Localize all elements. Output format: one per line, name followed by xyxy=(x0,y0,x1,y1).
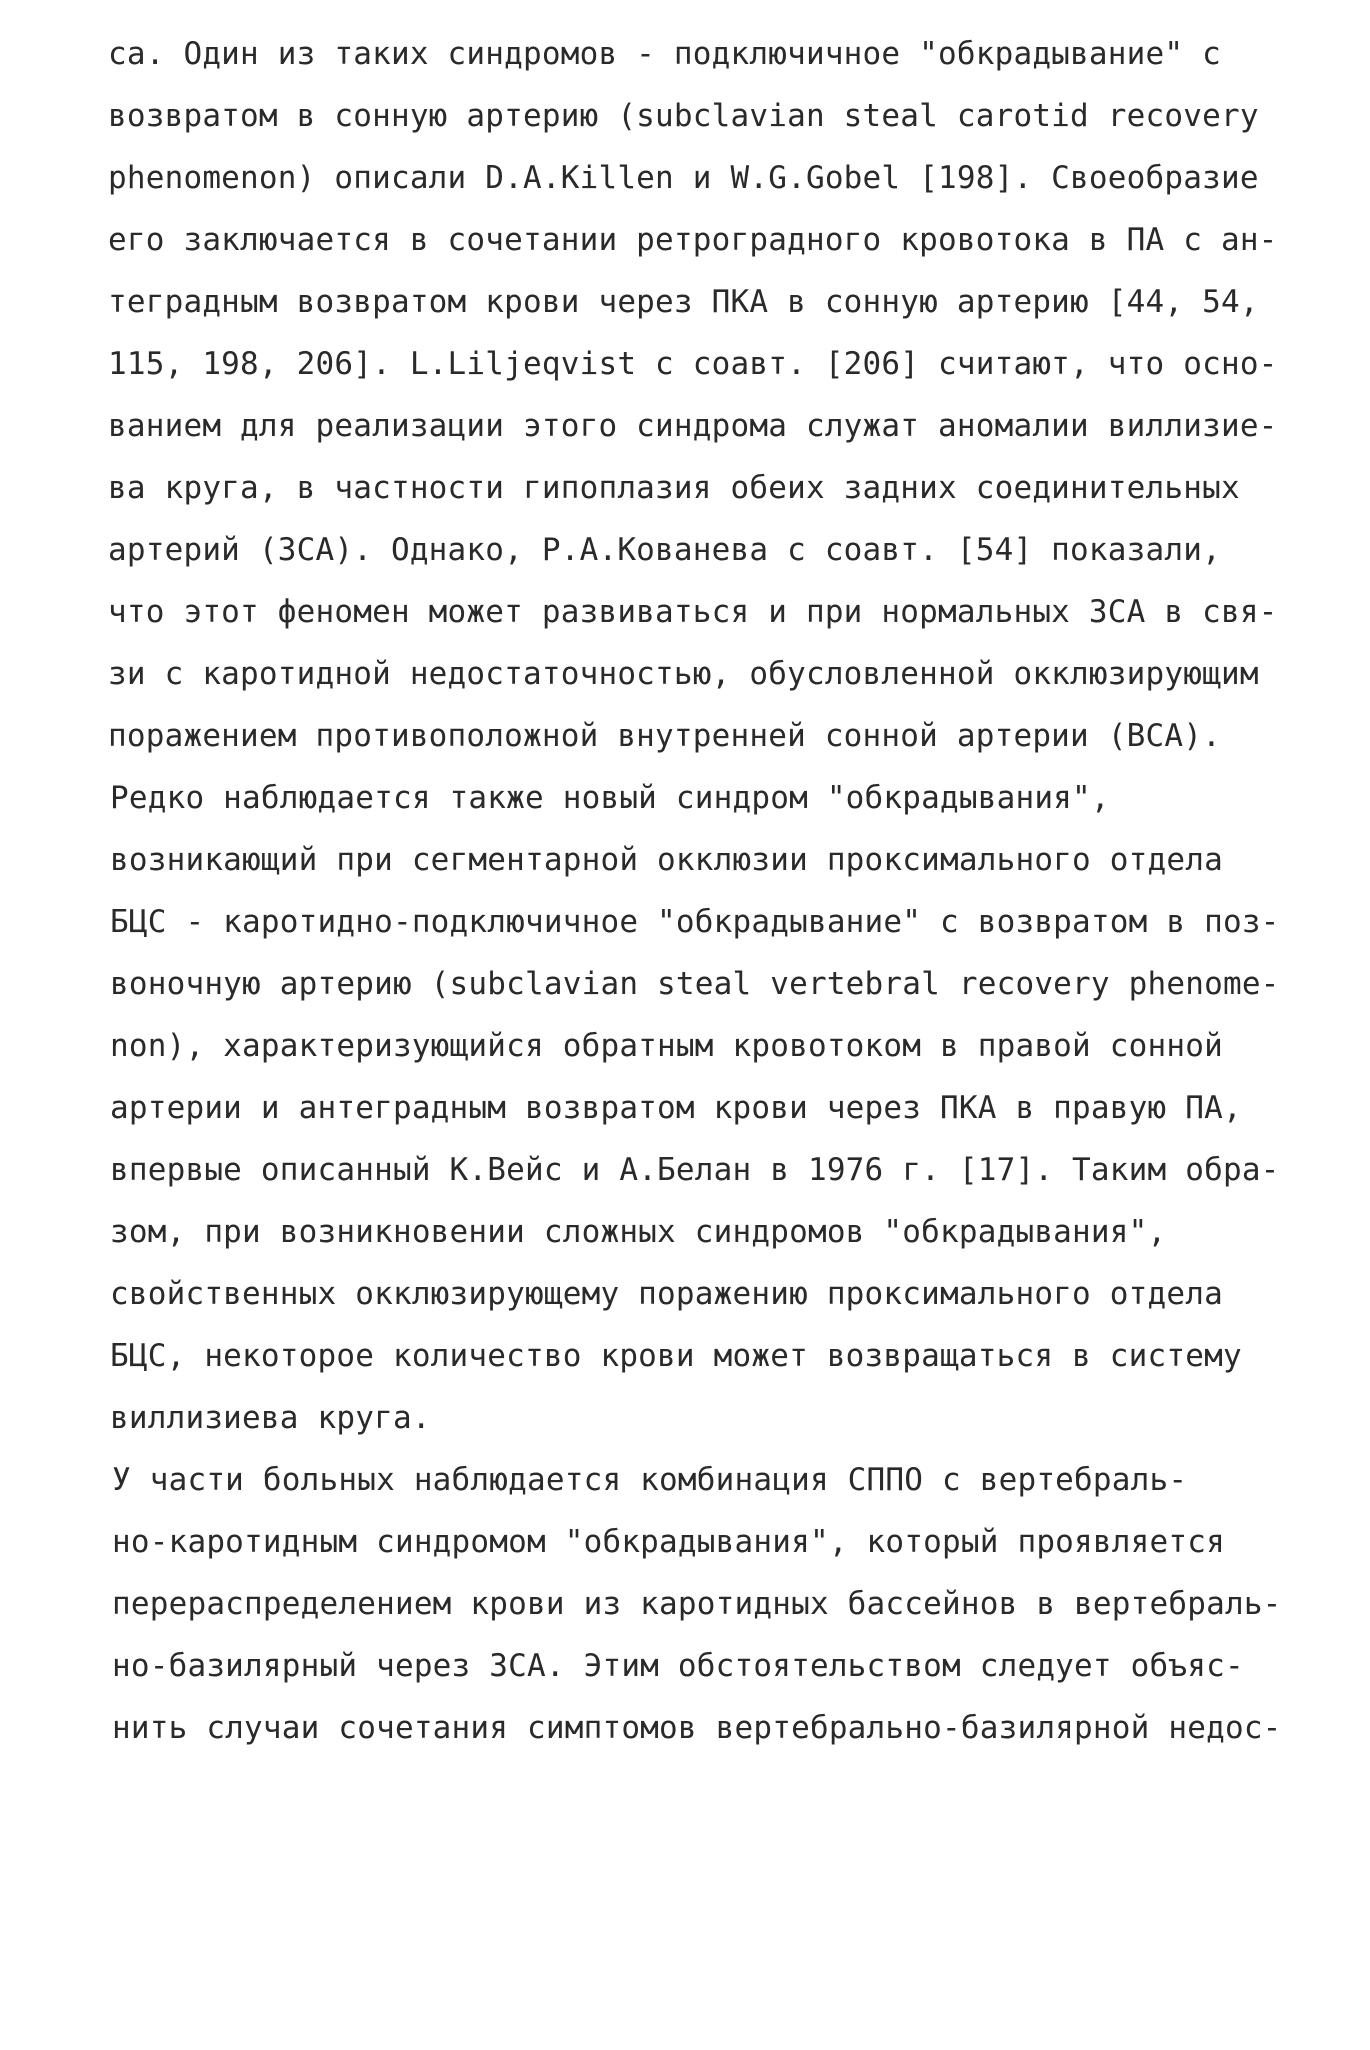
text-line: виллизиева круга. xyxy=(110,1400,431,1436)
text-line: БЦС - каротидно-подключичное "обкрадывание" с возвратом в поз- xyxy=(110,904,1280,940)
text-line: нить случаи сочетания симптомов вертебрально-базилярной недос- xyxy=(112,1710,1282,1746)
text-line: возникающий при сегментарной окклюзии проксимального отдела xyxy=(110,842,1223,878)
text-line: теградным возвратом крови через ПКА в сонную артерию [44, 54, xyxy=(108,284,1259,320)
text-line: воночную артерию (subclavian steal vertebral recovery phenome- xyxy=(110,966,1280,1002)
text-line: но-каротидным синдромом "обкрадывания", который проявляется xyxy=(112,1524,1225,1560)
text-line: ва круга, в частности гипоплазия обеих задних соединительных xyxy=(108,470,1240,506)
text-line: У части больных наблюдается комбинация СППО с вертебраль- xyxy=(112,1462,1188,1498)
text-line: его заключается в сочетании ретроградного кровотока в ПА с ан- xyxy=(108,222,1278,258)
text-line: phenomenon) описали D.A.Killen и W.G.Gobel [198]. Своеобразие xyxy=(108,160,1259,196)
text-line: 115, 198, 206]. L.Liljeqvist с соавт. [206] считают, что осно- xyxy=(108,346,1278,382)
text-line: что этот феномен может развиваться и при нормальных ЗСА в свя- xyxy=(108,594,1278,630)
text-line: свойственных окклюзирующему поражению проксимального отдела xyxy=(110,1276,1223,1312)
text-line: поражением противоположной внутренней сонной артерии (ВСА). xyxy=(108,718,1221,754)
text-line: БЦС, некоторое количество крови может возвращаться в систему xyxy=(110,1338,1242,1374)
text-line: зи с каротидной недостаточностью, обусловленной окклюзирующим xyxy=(108,656,1259,692)
text-line: перераспределением крови из каротидных бассейнов в вертебраль- xyxy=(112,1586,1282,1622)
text-line: но-базилярный через ЗСА. Этим обстоятельством следует объяс- xyxy=(112,1648,1244,1684)
text-line: впервые описанный К.Вейс и А.Белан в 1976 г. [17]. Таким обра- xyxy=(110,1152,1280,1188)
text-line: возвратом в сонную артерию (subclavian steal carotid recovery xyxy=(108,98,1259,134)
text-line: ванием для реализации этого синдрома служат аномалии виллизие- xyxy=(108,408,1278,444)
text-line: Редко наблюдается также новый синдром "обкрадывания", xyxy=(110,780,1110,816)
text-line: са. Один из таких синдромов - подключичное "обкрадывание" с xyxy=(108,36,1221,72)
text-line: зом, при возникновении сложных синдромов "обкрадывания", xyxy=(110,1214,1167,1250)
text-line: non), характеризующийся обратным кровотоком в правой сонной xyxy=(110,1028,1223,1064)
text-line: артерий (ЗСА). Однако, Р.А.Кованева с соавт. [54] показали, xyxy=(108,532,1221,568)
text-line: артерии и антеградным возвратом крови через ПКА в правую ПА, xyxy=(110,1090,1242,1126)
